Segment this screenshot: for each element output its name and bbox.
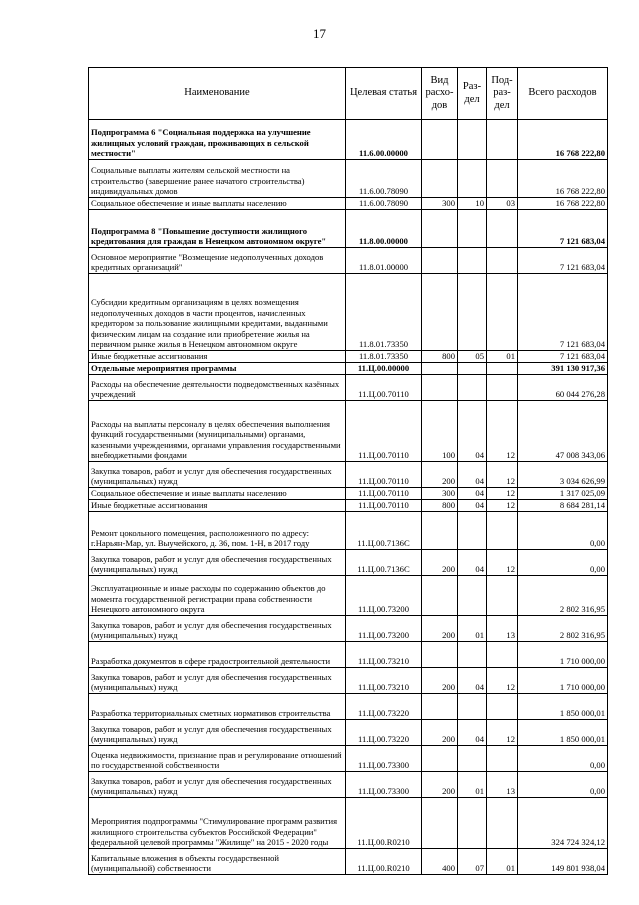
row-name: Социальное обеспечение и иные выплаты населению xyxy=(89,488,346,500)
header-type: Вид расхо-дов xyxy=(422,68,458,120)
row-code: 11.Ц.00.7136С xyxy=(346,550,422,576)
row-name: Разработка документов в сфере градостроительной деятельности xyxy=(89,642,346,668)
row-name: Подпрограмма 6 "Социальная поддержка на улучшение жилищных условий граждан, проживающих в сельской местности" xyxy=(89,120,346,160)
row-name: Эксплуатационные и иные расходы по содержанию объектов до момента государственной регистрации права собственности Ненецкого автономного округа xyxy=(89,576,346,616)
row-razdel: 04 xyxy=(458,462,487,488)
table-row xyxy=(89,694,608,720)
row-razdel: 04 xyxy=(458,401,487,462)
row-name: Закупка товаров, работ и услуг для обеспечения государственных (муниципальных) нужд xyxy=(89,550,346,576)
table-row xyxy=(89,668,608,694)
row-amount: 7 121 683,04 xyxy=(518,248,608,274)
table-row xyxy=(89,198,608,210)
row-vid xyxy=(422,248,458,274)
row-razdel: 04 xyxy=(458,720,487,746)
row-podrazdel: 12 xyxy=(487,401,518,462)
row-name: Иные бюджетные ассигнования xyxy=(89,351,346,363)
table-row xyxy=(89,210,608,248)
row-vid: 300 xyxy=(422,198,458,210)
row-code: 11.Ц.00.73210 xyxy=(346,642,422,668)
table-row xyxy=(89,642,608,668)
row-name: Ремонт цокольного помещения, расположенного по адресу: г.Нарьян-Мар, ул. Выучейского, д. 36, пом. 1-Н, в 2017 году xyxy=(89,512,346,550)
table-row xyxy=(89,500,608,512)
row-name: Отдельные мероприятия программы xyxy=(89,363,346,375)
row-name: Закупка товаров, работ и услуг для обеспечения государственных (муниципальных) нужд xyxy=(89,720,346,746)
row-podrazdel: 12 xyxy=(487,500,518,512)
row-name: Закупка товаров, работ и услуг для обеспечения государственных (муниципальных) нужд xyxy=(89,668,346,694)
row-code: 11.Ц.00.73300 xyxy=(346,746,422,772)
table-row xyxy=(89,616,608,642)
row-vid: 300 xyxy=(422,488,458,500)
row-code: 11.Ц.00.73220 xyxy=(346,720,422,746)
row-code: 11.Ц.00.R0210 xyxy=(346,849,422,875)
row-vid xyxy=(422,512,458,550)
row-amount: 0,00 xyxy=(518,550,608,576)
row-razdel: 04 xyxy=(458,550,487,576)
row-razdel xyxy=(458,120,487,160)
row-name: Разработка территориальных сметных нормативов строительства xyxy=(89,694,346,720)
row-amount: 2 802 316,95 xyxy=(518,616,608,642)
row-vid xyxy=(422,120,458,160)
row-podrazdel xyxy=(487,210,518,248)
row-name: Основное мероприятие "Возмещение недополученных доходов кредитных организаций" xyxy=(89,248,346,274)
row-vid: 200 xyxy=(422,668,458,694)
table-row xyxy=(89,576,608,616)
row-vid xyxy=(422,210,458,248)
row-code: 11.Ц.00.70110 xyxy=(346,375,422,401)
table-row xyxy=(89,375,608,401)
row-name: Закупка товаров, работ и услуг для обеспечения государственных (муниципальных) нужд xyxy=(89,772,346,798)
table-row xyxy=(89,488,608,500)
row-name: Субсидии кредитным организациям в целях возмещения недополученных доходов в части процентов, начисленных кредитором за пользование жилищными кредитами, выданными физическим лицам на создание или приобретение жилья на первичном рынке жилья в Ненецком автономном округе xyxy=(89,274,346,351)
row-razdel xyxy=(458,363,487,375)
row-code: 11.8.01.00000 xyxy=(346,248,422,274)
row-amount: 1 850 000,01 xyxy=(518,720,608,746)
row-code: 11.Ц.00.73210 xyxy=(346,668,422,694)
row-razdel xyxy=(458,274,487,351)
row-podrazdel: 01 xyxy=(487,849,518,875)
row-vid: 100 xyxy=(422,401,458,462)
table-row xyxy=(89,351,608,363)
row-razdel xyxy=(458,375,487,401)
row-vid xyxy=(422,694,458,720)
row-vid xyxy=(422,642,458,668)
table-row xyxy=(89,363,608,375)
table-row xyxy=(89,160,608,198)
row-code: 11.8.01.73350 xyxy=(346,274,422,351)
row-amount: 149 801 938,04 xyxy=(518,849,608,875)
row-amount: 16 768 222,80 xyxy=(518,120,608,160)
row-code: 11.Ц.00.73220 xyxy=(346,694,422,720)
table-row xyxy=(89,512,608,550)
row-code: 11.Ц.00.73200 xyxy=(346,576,422,616)
row-razdel xyxy=(458,512,487,550)
row-razdel: 04 xyxy=(458,668,487,694)
page-number: 17 xyxy=(313,26,326,41)
row-razdel: 04 xyxy=(458,500,487,512)
row-name: Капитальные вложения в объекты государственной (муниципальной) собственности xyxy=(89,849,346,875)
header-total: Всего расходов xyxy=(518,68,608,120)
row-podrazdel: 12 xyxy=(487,668,518,694)
row-name: Иные бюджетные ассигнования xyxy=(89,500,346,512)
row-podrazdel: 12 xyxy=(487,550,518,576)
row-vid xyxy=(422,160,458,198)
row-code: 11.Ц.00.70110 xyxy=(346,462,422,488)
row-name: Социальное обеспечение и иные выплаты населению xyxy=(89,198,346,210)
row-podrazdel: 12 xyxy=(487,462,518,488)
row-amount: 0,00 xyxy=(518,772,608,798)
row-name: Расходы на выплаты персоналу в целях обеспечения выполнения функций государственными (муниципальными) органами, казенными учреждениями, органами управления государственными внебюджетными фондами xyxy=(89,401,346,462)
row-razdel: 07 xyxy=(458,849,487,875)
row-vid: 200 xyxy=(422,550,458,576)
table-row xyxy=(89,798,608,849)
row-code: 11.Ц.00.R0210 xyxy=(346,798,422,849)
row-razdel: 10 xyxy=(458,198,487,210)
row-code: 11.Ц.00.7136С xyxy=(346,512,422,550)
budget-table xyxy=(88,67,608,875)
row-amount: 0,00 xyxy=(518,512,608,550)
row-podrazdel xyxy=(487,274,518,351)
row-vid xyxy=(422,363,458,375)
row-podrazdel xyxy=(487,746,518,772)
row-vid: 800 xyxy=(422,351,458,363)
row-name: Мероприятия подпрограммы "Стимулирование программ развития жилищного строительства субъектов Российской Федерации" федеральной целевой программы "Жилище" на 2015 - 2020 годы xyxy=(89,798,346,849)
header-section: Раз-дел xyxy=(458,68,487,120)
row-razdel xyxy=(458,642,487,668)
row-vid: 200 xyxy=(422,462,458,488)
row-razdel xyxy=(458,694,487,720)
row-vid: 400 xyxy=(422,849,458,875)
row-name: Закупка товаров, работ и услуг для обеспечения государственных (муниципальных) нужд xyxy=(89,616,346,642)
row-vid: 200 xyxy=(422,616,458,642)
row-vid xyxy=(422,746,458,772)
row-podrazdel: 13 xyxy=(487,772,518,798)
row-amount: 3 034 626,99 xyxy=(518,462,608,488)
row-razdel xyxy=(458,798,487,849)
row-vid xyxy=(422,274,458,351)
row-podrazdel xyxy=(487,363,518,375)
table-header-row xyxy=(89,68,608,120)
row-podrazdel xyxy=(487,694,518,720)
row-name: Закупка товаров, работ и услуг для обеспечения государственных (муниципальных) нужд xyxy=(89,462,346,488)
row-code: 11.8.01.73350 xyxy=(346,351,422,363)
row-amount: 47 008 343,06 xyxy=(518,401,608,462)
row-vid xyxy=(422,798,458,849)
table-row xyxy=(89,248,608,274)
row-amount: 0,00 xyxy=(518,746,608,772)
row-podrazdel xyxy=(487,120,518,160)
row-razdel: 05 xyxy=(458,351,487,363)
row-name: Оценка недвижимости, признание прав и регулирование отношений по государственной собственности xyxy=(89,746,346,772)
row-vid: 200 xyxy=(422,720,458,746)
table-row xyxy=(89,401,608,462)
row-amount: 7 121 683,04 xyxy=(518,210,608,248)
row-code: 11.6.00.78090 xyxy=(346,198,422,210)
row-name: Расходы на обеспечение деятельности подведомственных казённых учреждений xyxy=(89,375,346,401)
table-row xyxy=(89,462,608,488)
table-row xyxy=(89,120,608,160)
row-name: Социальные выплаты жителям сельской местности на строительство (завершение ранее начатого строительства) индивидуальных домов xyxy=(89,160,346,198)
row-amount: 1 710 000,00 xyxy=(518,668,608,694)
table-row xyxy=(89,274,608,351)
row-amount: 7 121 683,04 xyxy=(518,351,608,363)
row-podrazdel xyxy=(487,642,518,668)
row-podrazdel xyxy=(487,375,518,401)
row-code: 11.Ц.00.73200 xyxy=(346,616,422,642)
row-amount: 1 850 000,01 xyxy=(518,694,608,720)
row-vid: 800 xyxy=(422,500,458,512)
row-amount: 324 724 324,12 xyxy=(518,798,608,849)
row-razdel xyxy=(458,210,487,248)
table-row xyxy=(89,772,608,798)
row-code: 11.Ц.00.70110 xyxy=(346,401,422,462)
row-podrazdel: 12 xyxy=(487,720,518,746)
row-vid: 200 xyxy=(422,772,458,798)
row-amount: 60 044 276,28 xyxy=(518,375,608,401)
row-amount: 16 768 222,80 xyxy=(518,198,608,210)
table-row xyxy=(89,849,608,875)
row-code: 11.Ц.00.70110 xyxy=(346,488,422,500)
row-podrazdel: 03 xyxy=(487,198,518,210)
row-podrazdel: 12 xyxy=(487,488,518,500)
row-razdel xyxy=(458,248,487,274)
table-row xyxy=(89,746,608,772)
row-amount: 7 121 683,04 xyxy=(518,274,608,351)
header-target: Целевая статья xyxy=(346,68,422,120)
row-code: 11.6.00.00000 xyxy=(346,120,422,160)
row-amount: 2 802 316,95 xyxy=(518,576,608,616)
row-podrazdel: 13 xyxy=(487,616,518,642)
row-amount: 391 130 917,36 xyxy=(518,363,608,375)
header-subsection: Под-раз-дел xyxy=(487,68,518,120)
row-podrazdel xyxy=(487,248,518,274)
row-podrazdel xyxy=(487,160,518,198)
header-name: Наименование xyxy=(89,68,346,120)
row-razdel: 01 xyxy=(458,616,487,642)
row-name: Подпрограмма 8 "Повышение доступности жилищного кредитования для граждан в Ненецком автономном округе" xyxy=(89,210,346,248)
row-podrazdel xyxy=(487,512,518,550)
row-code: 11.Ц.00.00000 xyxy=(346,363,422,375)
row-razdel xyxy=(458,576,487,616)
row-razdel: 04 xyxy=(458,488,487,500)
row-code: 11.Ц.00.73300 xyxy=(346,772,422,798)
row-code: 11.8.00.00000 xyxy=(346,210,422,248)
row-razdel xyxy=(458,160,487,198)
row-podrazdel xyxy=(487,798,518,849)
row-amount: 8 684 281,14 xyxy=(518,500,608,512)
row-amount: 16 768 222,80 xyxy=(518,160,608,198)
row-vid xyxy=(422,375,458,401)
row-code: 11.Ц.00.70110 xyxy=(346,500,422,512)
row-amount: 1 317 025,09 xyxy=(518,488,608,500)
row-podrazdel: 01 xyxy=(487,351,518,363)
row-razdel xyxy=(458,746,487,772)
row-podrazdel xyxy=(487,576,518,616)
table-row xyxy=(89,550,608,576)
row-vid xyxy=(422,576,458,616)
table-row xyxy=(89,720,608,746)
row-code: 11.6.00.78090 xyxy=(346,160,422,198)
row-razdel: 01 xyxy=(458,772,487,798)
row-amount: 1 710 000,00 xyxy=(518,642,608,668)
